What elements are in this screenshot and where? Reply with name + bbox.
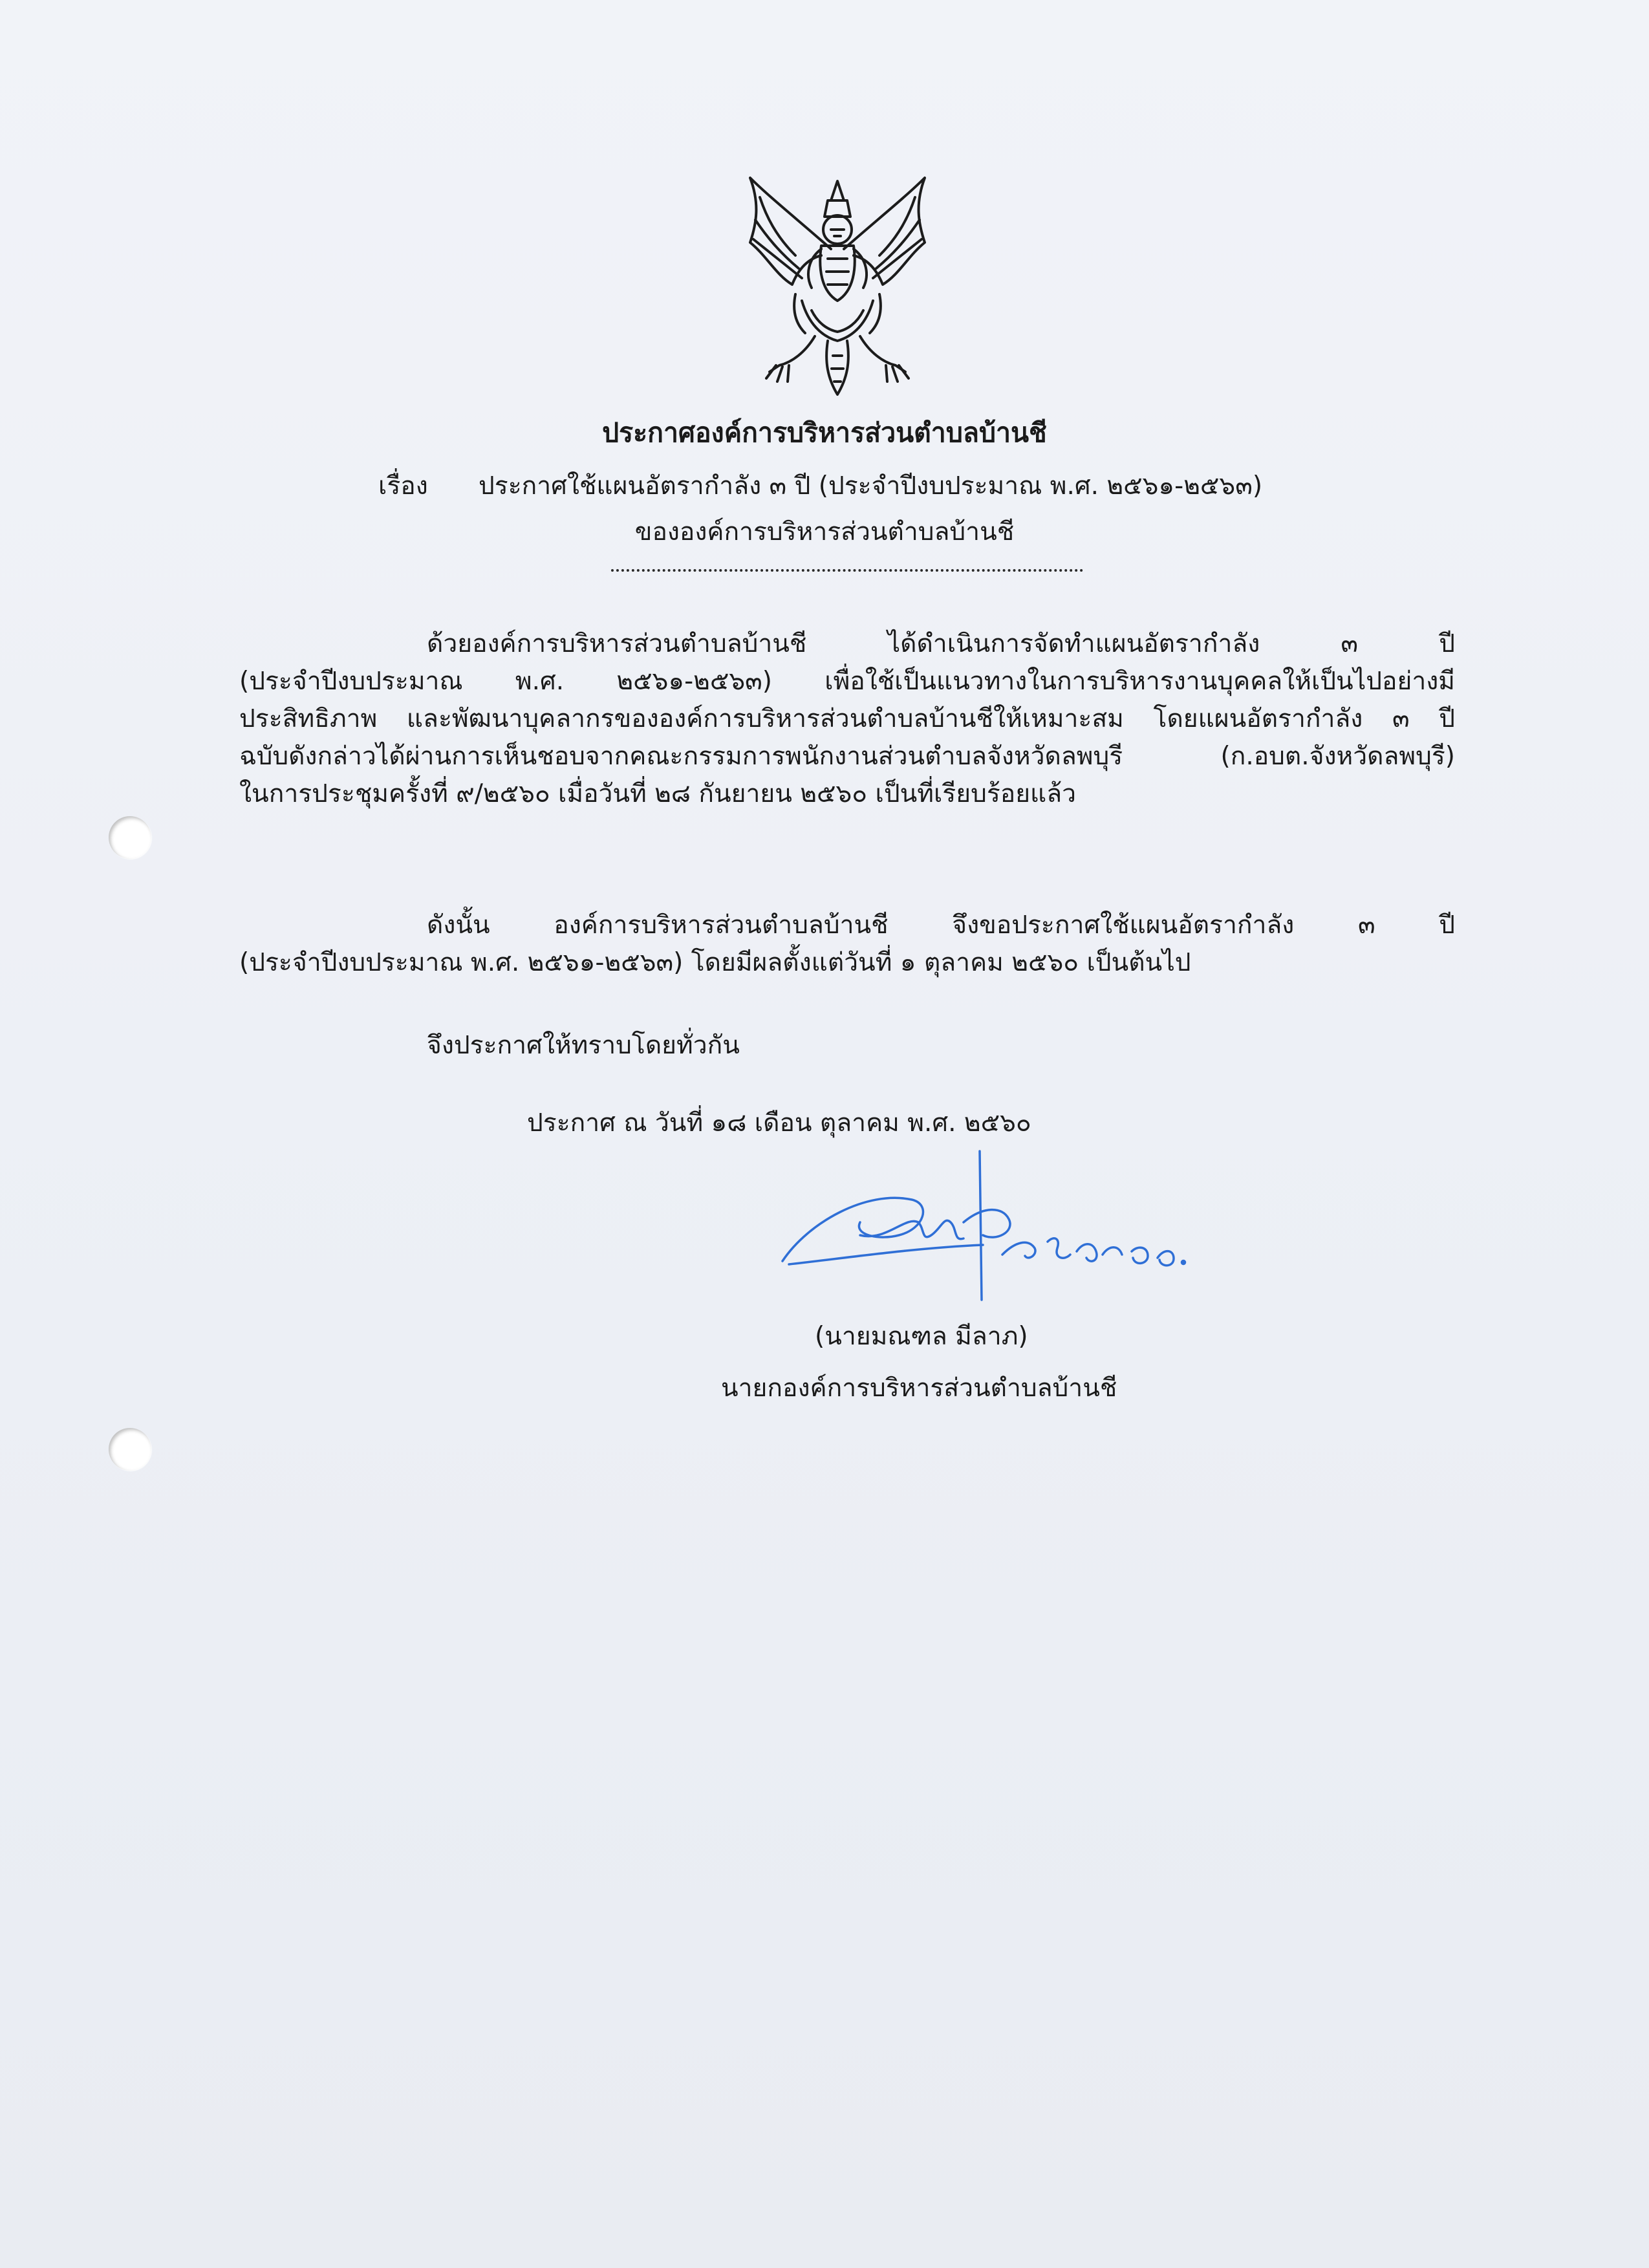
page-title: ประกาศองค์การบริหารส่วนตำบลบ้านชี	[602, 417, 1047, 448]
signer-name: (นายมณฑล มีลาภ)	[815, 1322, 1028, 1351]
handwritten-signature	[770, 1145, 1261, 1313]
garuda-emblem-icon	[731, 171, 944, 404]
dotted-divider	[611, 569, 1083, 572]
paragraph-line: ฉบับดังกล่าวได้ผ่านการเห็นชอบจากคณะกรรมการพนักงานส่วนตำบลจังหวัดลพบุรี (ก.อบต.จังหวัดลพบุรี)	[239, 742, 1455, 771]
announcement-date: ประกาศ ณ วันที่ ๑๘ เดือน ตุลาคม พ.ศ. ๒๕๖๐	[527, 1108, 1031, 1138]
body-paragraph-1	[239, 625, 1455, 813]
punch-hole-icon	[109, 1428, 151, 1471]
closing-statement: จึงประกาศให้ทราบโดยทั่วกัน	[427, 1031, 740, 1060]
subject-label: เรื่อง	[378, 471, 428, 501]
punch-hole-icon	[109, 816, 151, 859]
paragraph-line: (ประจำปีงบประมาณ พ.ศ. ๒๕๖๑-๒๕๖๓) เพื่อใช้เป็นแนวทางในการบริหารงานบุคคลให้เป็นไปอย่างมี	[239, 667, 1455, 696]
paragraph-line: (ประจำปีงบประมาณ พ.ศ. ๒๕๖๑-๒๕๖๓) โดยมีผลตั้งแต่วันที่ ๑ ตุลาคม ๒๕๖๐ เป็นต้นไป	[239, 948, 1191, 977]
body-paragraph-2	[239, 907, 1455, 982]
paragraph-line: ด้วยองค์การบริหารส่วนตำบลบ้านชี ได้ดำเนินการจัดทำแผนอัตรากำลัง ๓ ปี	[427, 629, 1455, 658]
paragraph-line: ดังนั้น องค์การบริหารส่วนตำบลบ้านชี จึงขอประกาศใช้แผนอัตรากำลัง ๓ ปี	[427, 911, 1455, 940]
paragraph-line: ในการประชุมครั้งที่ ๙/๒๕๖๐ เมื่อวันที่ ๒๘ กันยายน ๒๕๖๐ เป็นที่เรียบร้อยแล้ว	[239, 779, 1076, 808]
signer-position: นายกองค์การบริหารส่วนตำบลบ้านชี	[721, 1374, 1117, 1403]
paragraph-line: ประสิทธิภาพ และพัฒนาบุคลากรขององค์การบริหารส่วนตำบลบ้านชีให้เหมาะสม โดยแผนอัตรากำลัง ๓ ปี	[239, 704, 1455, 733]
subject-text: ประกาศใช้แผนอัตรากำลัง ๓ ปี (ประจำปีงบประมาณ พ.ศ. ๒๕๖๑-๒๕๖๓)	[479, 471, 1263, 501]
subject-text-continued: ขององค์การบริหารส่วนตำบลบ้านชี	[634, 517, 1015, 546]
